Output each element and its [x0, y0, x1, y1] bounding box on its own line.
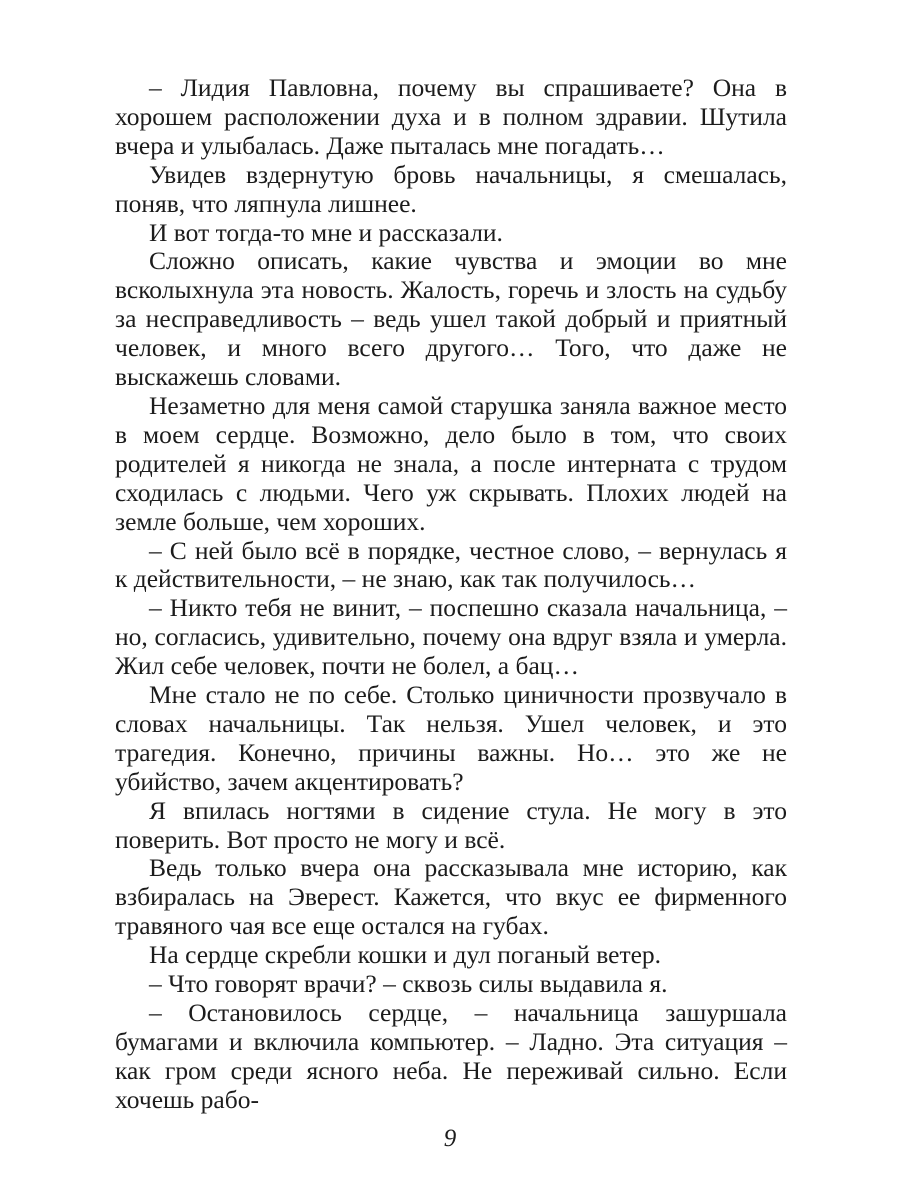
- paragraph: И вот тогда-то мне и рассказали.: [149, 217, 503, 247]
- page-body-text: [115, 74, 787, 1115]
- paragraph: – Что говорят врачи? – сквозь силы выдавила я.: [149, 969, 668, 999]
- paragraph: Увидев вздернутую бровь начальницы, я смешалась, поняв, что ляпнула лишнее.: [115, 159, 787, 218]
- paragraph: Мне стало не по себе. Столько циничности прозвучало в словах начальницы. Так нельзя. Ушел человек, и это трагедия. Конечно, причины важны. Но… это же не убийство, зачем акцентировать?: [115, 680, 787, 796]
- paragraph: Я впилась ногтями в сидение стула. Не могу в это поверить. Вот просто не могу и всё.: [115, 795, 787, 854]
- paragraph: – Остановилось сердце, – начальница зашуршала бумагами и включила компьютер. – Ладно. Эта ситуация – как гром среди ясного неба. Не переживай сильно. Если хочешь рабо-: [115, 998, 787, 1114]
- paragraph: Незаметно для меня самой старушка заняла важное место в моем сердце. Возможно, дело было в том, что своих родителей я никогда не знала, а после интерната с трудом сходилась с людьми. Чего уж скрывать. Плохих людей на земле больше, чем хороших.: [115, 390, 787, 536]
- paragraph: На сердце скребли кошки и дул поганый ветер.: [149, 940, 662, 970]
- paragraph: Ведь только вчера она рассказывала мне историю, как взбиралась на Эверест. Кажется, что вкус ее фирменного травяного чая все еще остался на губах.: [115, 853, 787, 941]
- paragraph: – Лидия Павловна, почему вы спрашиваете? Она в хорошем расположении духа и в полном здравии. Шутила вчера и улыбалась. Даже пыталась мне погадать…: [115, 73, 787, 160]
- paragraph: – Никто тебя не винит, – поспешно сказала начальница, – но, согласись, удивительно, почему она вдруг взяла и умерла. Жил себе человек, почти не болел, а бац…: [115, 593, 787, 681]
- page-number: 9: [443, 1125, 457, 1152]
- paragraph: – С ней было всё в порядке, честное слово, – вернулась я к действительности, – не знаю, как так получилось…: [115, 535, 787, 594]
- paragraph: Сложно описать, какие чувства и эмоции во мне всколыхнула эта новость. Жалость, горечь и злость на судьбу за несправедливость – ведь ушел такой добрый и приятный человек, и много всего другого… Того, что даже не выскажешь словами.: [115, 246, 787, 392]
